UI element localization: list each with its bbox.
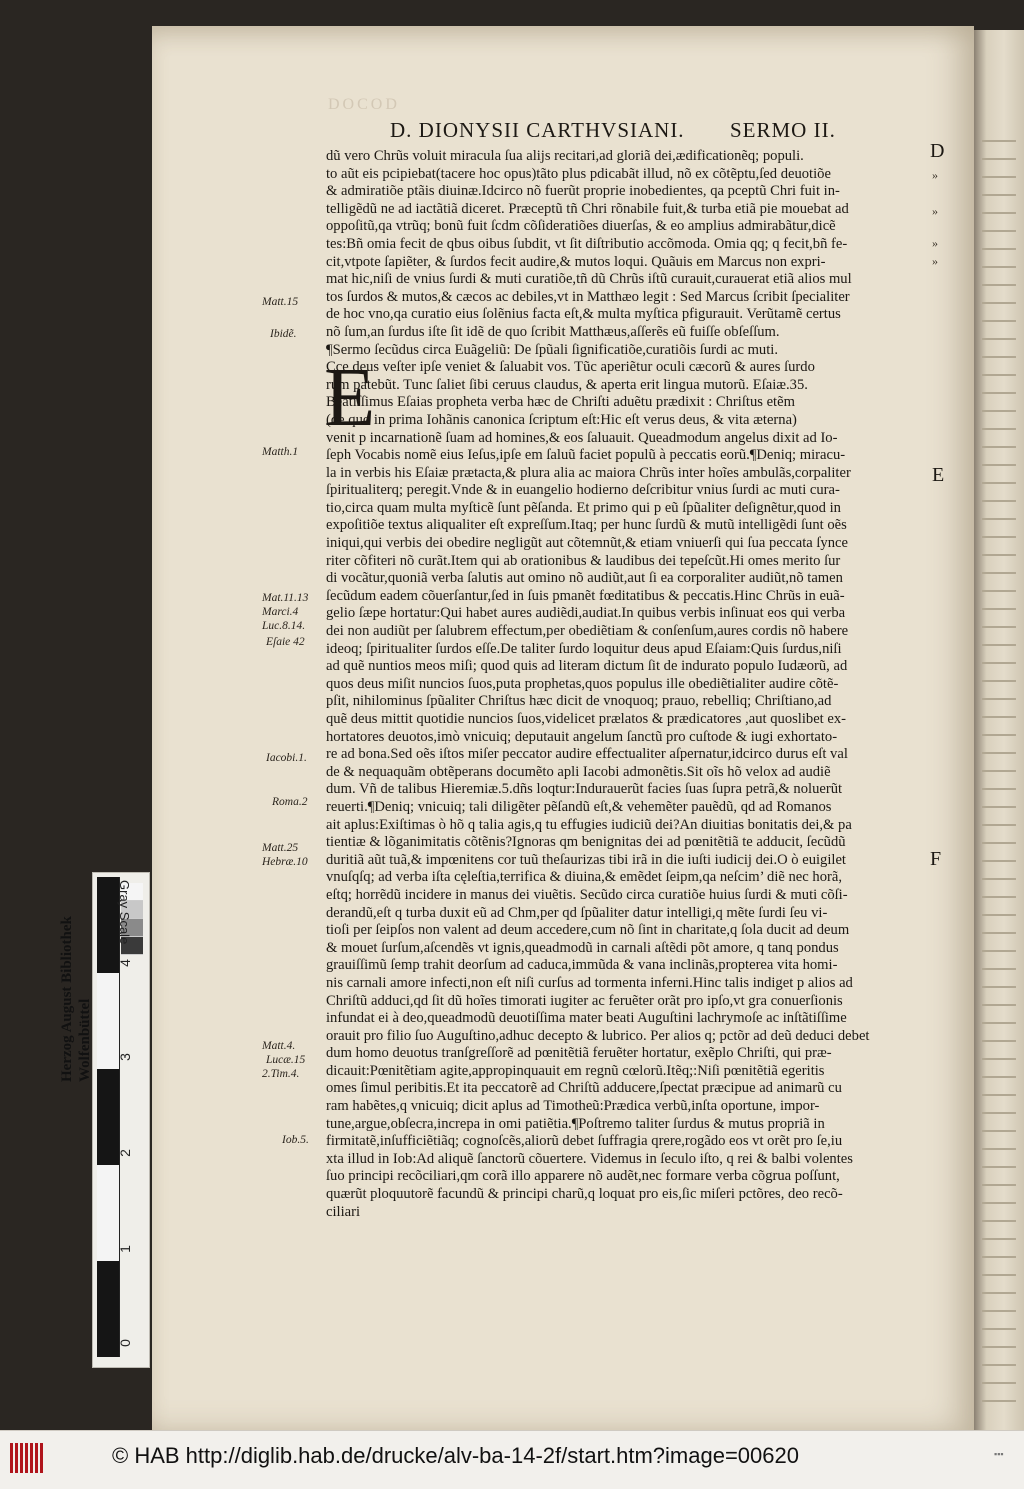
text-line: orauit pro filio ſuo Auguſtino,adhuc decepto & lubrico. Per alios q; pctõr ad deũ deduci debet: [326, 1027, 870, 1044]
text-line: riter cõfiteri nõ curãt.Item qui ab orationibus & laudibus dei tepeſcũt.Hi omes merito ſur: [326, 552, 841, 569]
text-line: di vocãtur,quoniã verba ſalutis aut omino nõ audiũt,aut ſi ea corporaliter audiũt,nõ tamen: [326, 570, 843, 587]
text-line: ait aplus:Exiſtimas ò hõ q talia agis,q tu effugies iudiciũ dei?An diuitias bonitatis dei,& pa: [326, 816, 852, 833]
text-line: ſecũdum eadem cõuerſantur,ſed in ſuis pmanẽt fœditatibus & peccatis.Hinc Chrũs in euã-: [326, 587, 845, 604]
text-line: ſpiritualiterq; peregit.Vnde & in euangelio hodierno deſcribitur vnius ſurdi ac muti cura-: [326, 482, 840, 499]
header-title: D. DIONYSII CARTHVSIANI.: [390, 118, 685, 142]
text-line: ram habẽtes,q vnicuiq; dicit aplus ad Timotheũ:Prædica verbũ,inſta oportune, impor-: [326, 1098, 820, 1115]
margin-note: Matt.4.: [262, 1040, 296, 1052]
text-line: re ad bona.Sed oẽs iſtos miſer peccator audire effectualiter aſpernatur,idcirco durus eſt val: [326, 746, 848, 763]
text-line: reuerti.¶Deniq; vnicuiq; tali diligẽter pẽſandũ eſt,& vehemẽter pauẽdũ, qd ad Romanos: [326, 798, 832, 815]
text-line: nõ ſum,an ſurdus iſte ſit idẽ de quo ſcribit Matthæus,aſſerẽs eũ fuiſſe obſeſſum.: [326, 323, 780, 340]
scale-tick: 1: [116, 1245, 133, 1253]
text-line: telligẽdũ ne ad iactãtiã diceret. Præceptũ tñ Chri rõnabile fuit,& turba etiã pie mouebat ad: [326, 200, 849, 217]
library-name: Herzog August Bibliothek: [59, 916, 75, 1082]
section-letter-f: F: [930, 848, 942, 870]
margin-note: Mat.11.13: [262, 592, 309, 604]
text-line: & mouet ſurſum,aſcendẽs vt ignis,queadmodũ in carnali aſtẽdi põt amore, q tanq pondus: [326, 939, 839, 956]
margin-note: Luc.8.14.: [262, 620, 306, 632]
section-letter-e: E: [932, 464, 945, 486]
footer-bar: [0, 1430, 1024, 1489]
gray-scale-label: Gray Scale: [117, 880, 132, 945]
text-line: vnuſqſq; ad verba iſta cęleſtia,terrifica & diuina,& emẽdet ſeipm,qa neſcim’ diẽ nec horã,: [326, 869, 842, 886]
text-line: dei non audiũt per ſalubrem effectum,per obediẽtiam & conſenſum,aures cordis nõ habere: [326, 623, 849, 640]
text-line: ¶Sermo ſecũdus circa Euãgeliũ: De ſpũali ſignificatiõe,curatiõis ſurdi ac muti.: [326, 341, 778, 358]
text-line: venit p incarnationẽ ſuam ad homines,& eos ſaluauit. Queadmodum angelus dixit ad Io-: [326, 429, 838, 446]
text-line: derandũ,eſt q turba duxit eũ ad Chm,per qd ſpũaliter datur intelligi,q mẽte ſurdi ſeu vi-: [326, 904, 828, 921]
footer-mark-icon: ▪▪▪: [994, 1449, 1004, 1459]
text-line: tientiæ & lõganimitatis cõtẽnis?Ignoras qm benignitas dei ad pœnitẽtiã te adducit, ſecũdũ: [326, 834, 846, 851]
text-line: & admiratiõe ptãis diuinæ.Idcirco nõ fuerũt proprie inobedientes, qa pceptũ Chri fuit in-: [326, 183, 840, 200]
text-line: iniqui,qui verbis dei obedire negligũt aut cõtemnũt,& etiam vniuerſi qui ſua peccata ſynce: [326, 535, 848, 552]
drop-cap: E: [324, 351, 376, 444]
scale-tick: 3: [116, 1053, 133, 1061]
margin-note: Hebræ.10: [262, 856, 308, 868]
text-line: (de quo in prima Iohãnis canonica ſcriptum eſt:Hic eſt verus deus, & vita æterna): [326, 411, 797, 428]
scale-tick: 2: [116, 1149, 133, 1157]
margin-note: Eſaie 42: [266, 636, 305, 648]
margin-note: Marci.4: [262, 606, 299, 618]
quote-mark-icon: »: [932, 254, 938, 268]
text-line: ſuo principi recõciliari,qm corã illo apparere nõ audẽt,nec formare verba cõgrua poſſunt,: [326, 1168, 840, 1185]
text-line: ideoq; ſpiritualiter ſurdos eſſe.De taliter ſurdo loquitur deus apud Eſaiam:Quis ſurdus,niſi: [326, 640, 842, 657]
running-header: [390, 118, 860, 143]
margin-note: Matt.15: [262, 296, 299, 308]
text-line: tune,argue,obſecra,increpa in omi patiẽtia.¶Poſtremo taliter ſurdus & mutus propriã in: [326, 1115, 825, 1132]
text-line: to aũt eis pcipiebat(tacere hoc opus)tãto plus pdicabãt illud, nõ ex cõtẽptu,ſed deuotiõe: [326, 165, 831, 182]
margin-note: Ibidẽ.: [270, 328, 297, 340]
text-line: ſeph Vocabis nomẽ eius Ieſus,ipſe em ſaluũ faciet populũ à peccatis eorũ.¶Deniq; miracu-: [326, 447, 846, 464]
margin-note: Matth.1: [262, 446, 299, 458]
text-line: firmitatẽ,inſufficiẽtiãq; cognoſcẽs,aliorũ debet ſuffragia qrere,rogãdo eos vt orẽt pro ſe,iu: [326, 1133, 843, 1150]
margin-note: Roma.2: [272, 796, 308, 808]
library-label: [58, 782, 94, 1082]
footer-url[interactable]: © HAB http://diglib.hab.de/drucke/alv-ba-14-2f/start.htm?image=00620: [112, 1443, 799, 1468]
margin-note: Iacobi.1.: [266, 752, 307, 764]
gray-scale-card: [92, 872, 150, 1368]
text-line: Beatiſſimus Eſaias propheta verba hæc de Chriſti aduẽtu prædixit : Chriſtus etẽm: [326, 394, 795, 411]
header-sermo: SERMO II.: [730, 118, 836, 142]
text-line: de & nequaquãm obtẽperans documẽto apli Iacobi admonẽtis.Sit oĩs hõ velox ad audiẽ: [326, 763, 831, 780]
text-line: Chriſtũ adduci,qd ſit dũ hoĩes timorati iugiter ac feruẽter orãt pro ipſo,vt gra conuerſionis: [326, 992, 843, 1009]
text-line: nis carnali amore infecti,non eſt niſi curſus ad tormenta inferni.Hinc talis indiget p alios ad: [326, 974, 853, 991]
section-letter-d: D: [930, 140, 945, 162]
quote-mark-icon: »: [932, 236, 938, 250]
text-line: rum patebũt. Tunc ſaliet ſibi ceruus claudus, & aperta erit lingua mutorũ. Eſaiæ.35.: [326, 376, 808, 393]
margin-note: 2.Tim.4.: [262, 1068, 300, 1080]
text-line: ad quẽ nuntios meos miſi; quod quis ad literam dictum ſit de indurato populo Iudæorũ, ad: [326, 658, 848, 675]
library-city: Wolfenbüttel: [77, 998, 93, 1082]
text-line: Cce deus veſter ipſe veniet & ſaluabit vos. Tũc aperiẽtur oculi cæcorũ & aures ſurdo: [326, 359, 815, 376]
text-line: gelio ſæpe hortatur:Qui habet aures audiẽdi,audiat.In quibus verbis inſinuat eos qui verba: [326, 605, 846, 622]
text-line: la in verbis his Eſaiæ prætacta,& plura alia ac maiora Chrũs inter hoĩes ambulãs,corpaliter: [326, 464, 851, 481]
body-text: [326, 148, 924, 1221]
text-line: pſit, nihilominus ſpũaliter Chriſtus hæc dicit de vnoquoq; prauo, rebelliq; Chriſtiano,ad: [326, 693, 832, 710]
text-line: xta illud in Iob:Ad aliquẽ ſanctorũ cõuertere. Videmus in ſeculo iſto, q rei & balbi volentes: [326, 1150, 853, 1167]
text-line: dũ vero Chrũs voluit miracula ſua alijs recitari,ad gloriã dei,ædificationẽq; populi.: [326, 148, 804, 164]
text-line: dum. Vñ de talibus Hieremiæ.5.dñs loqtur:Indurauerũt facies ſuas ſupra petrã,& noluerũt: [326, 781, 843, 798]
text-line: tos ſurdos & mutos,& cæcos ac debiles,vt in Matthæo legit : Sed Marcus ſcribit ſpecialiter: [326, 288, 850, 305]
text-line: quẽ deus mittit quotidie nuncios ſuos,videlicet prælatos & prædicatores ,aut quoslibet ex-: [326, 711, 847, 727]
text-line: tioſi per ſeipſos non valent ad deum accedere,cum nõ ſint in charitate,q ſola ducit ad deum: [326, 922, 850, 939]
text-line: infundat ei à deo,queadmodũ deuotiſſima mater beati Auguſtini lachrymoſe ac inſtãtiſſime: [326, 1010, 847, 1027]
text-line: dicauit:Pœnitẽtiam agite,appropinquauit em regnũ cœlorũ.Itẽq;:Niſi pœnitẽtiã egeritis: [326, 1062, 825, 1079]
text-line: eſtq; horrẽdũ incidere in manus dei viuẽtis. Secũdo circa curatiõe huius ſurdi & muti cõſi-: [326, 886, 848, 903]
text-line: tio,circa quam multa myſticẽ ſunt pẽſanda. Et primo qui p eũ ſpũaliter deſignẽtur,quod in: [326, 499, 841, 516]
bleed-through-text: DOCOD: [328, 96, 400, 113]
margin-note: Iob.5.: [282, 1134, 309, 1146]
quote-mark-icon: »: [932, 204, 938, 218]
text-line: de hoc vno,qa curatio eius ſolẽnius facta eſt,& multa myſtica pfigurauit. Verũtamẽ certus: [326, 306, 841, 323]
text-line: oppoſitũ,qa vtrũq; bonũ fuit ſcdm cõſideratiões diuerſas, & eo amplius admirabãtur,dicẽ: [326, 218, 836, 235]
hab-logo-icon: [10, 1443, 46, 1473]
text-line: mat hic,niſi de vnius ſurdi & muti curatiõe,tñ dũ Chrũs iſtũ curauit,curauerat etiã alios mul: [326, 271, 852, 288]
text-line: hortatores deuotos,imò vnicuiq; deputauit angelum ſanctũ pro cuſtode & iugi exhortato-: [326, 728, 838, 745]
text-line: dum homo deuotus tranſgreſſorẽ ad pœnitẽtiã feruẽter hortatur, exẽplo Chriſti, qui præ-: [326, 1045, 832, 1062]
text-line: quærũt ploquutorẽ facundũ & principi charũ,q loquat pro eis,ſic miſeri pctõres, deo recõ-: [326, 1186, 843, 1203]
margin-note: Matt.25: [262, 842, 299, 854]
quote-mark-icon: »: [932, 168, 938, 182]
text-line: omes ſimul peribitis.Et ita peccatorẽ ad Chriſtũ adducere,ſpectat præcipue ad animarũ cu: [326, 1080, 842, 1097]
text-line: duritiã aũt tuã,& impœnitens cor tuũ theſaurizas tibi irã in die iuſti iudicij dei.O ò euigilet: [326, 851, 846, 868]
text-line: cit,vtpote ſapiẽter, & ſurdos fecit audire,& mutos loqui. Quãuis em Marcus non expri-: [326, 253, 826, 270]
next-page-edge: [974, 30, 1024, 1430]
text-line: tes:Bñ omia fecit de qbus oibus ſubdit, vt ſit diſtributio accõmoda. Omia qq; q fecit,bñ fe-: [326, 235, 848, 252]
text-line: ciliari: [326, 1203, 361, 1220]
scale-tick: 4: [116, 959, 133, 967]
text-line: expoſitiõe textus aliqualiter eſt expreſſum.Itaq; per hunc ſurdũ & mutũ intelligẽdi ſunt oẽs: [326, 517, 847, 534]
margin-note: Lucæ.15: [266, 1054, 306, 1066]
scale-tick: 0: [116, 1339, 133, 1347]
text-line: grauiſſimũ ſemp trahit deorſum ad caduca,immũda & vana inclinãs,propterea vita homi-: [326, 957, 838, 974]
text-line: quos deus miſit nuncios ſuos,puta prophetas,quos populus ille obediẽtialiter audire cõtẽ-: [326, 675, 839, 692]
ruler-bar: [97, 877, 120, 1357]
